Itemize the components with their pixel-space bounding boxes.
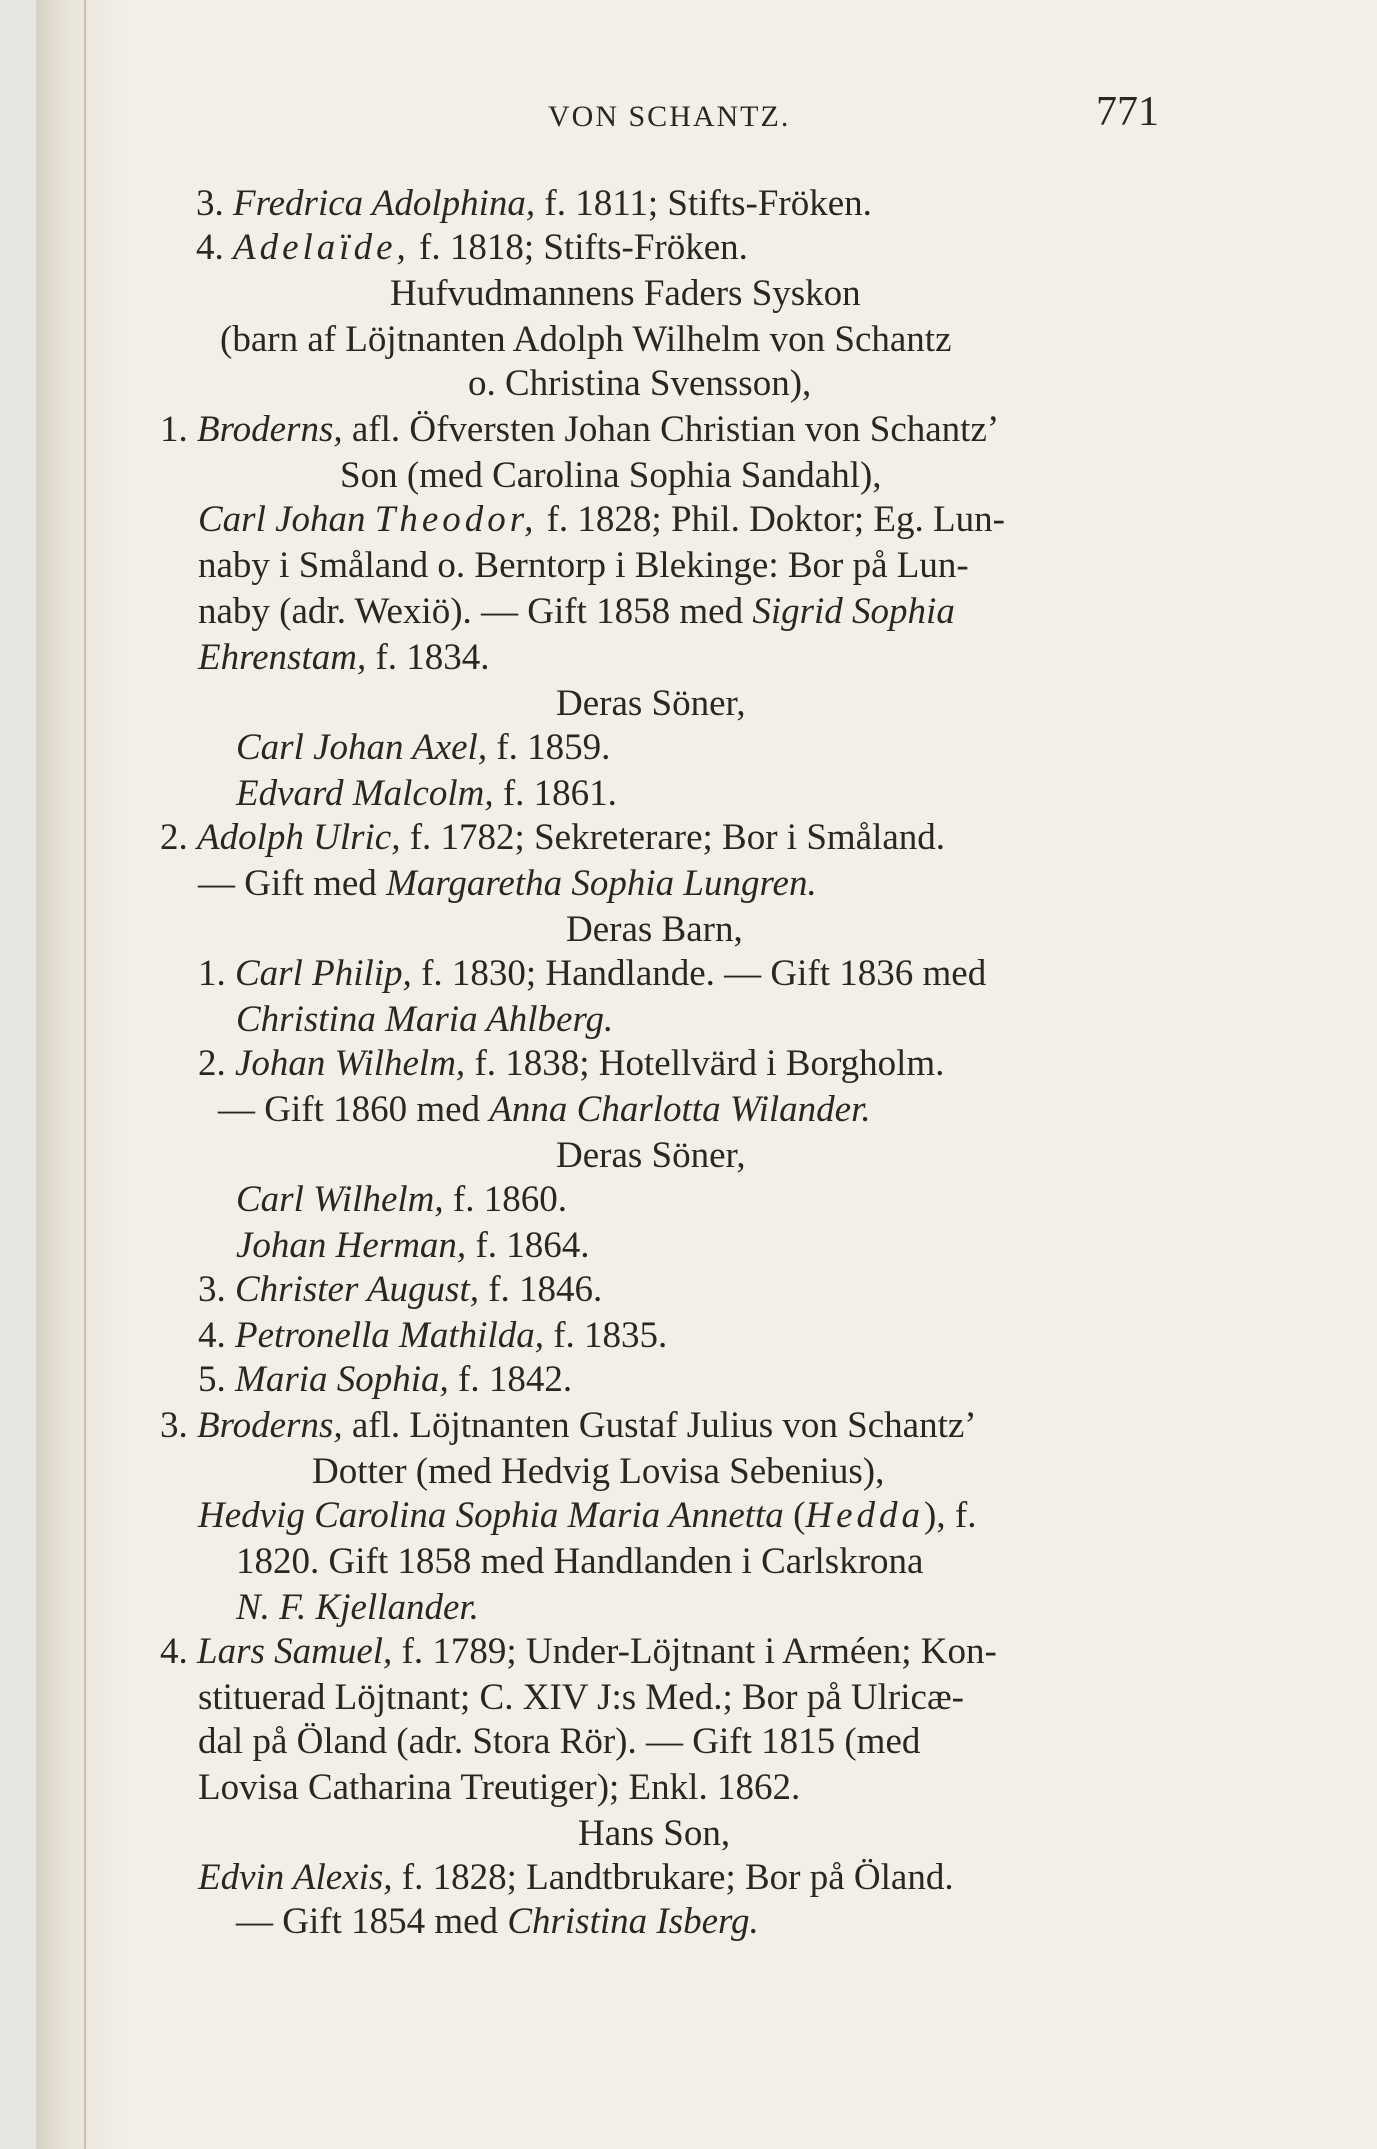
spouse-name: Sigrid Sophia (752, 591, 955, 632)
entry-name: Adelaïde, (233, 227, 410, 268)
entry-name: Edvard Malcolm, (236, 773, 494, 814)
line-34: stituerad Löjtnant; C. XIV J:s Med.; Bor på Ulricæ- (198, 1677, 964, 1718)
line-08 (198, 498, 1005, 542)
entry-number: 2. (198, 1043, 235, 1084)
entry-name: Carl Philip, (235, 953, 412, 994)
line-07: Son (med Carolina Sophia Sandahl), (340, 455, 882, 496)
entry-name: Christer August, (235, 1269, 479, 1310)
entry-name: Johan Wilhelm, (235, 1043, 466, 1084)
entry-details: f. 1828; Landtbrukare; Bor på Öland. (392, 1857, 954, 1898)
line-35: dal på Öland (adr. Stora Rör). — Gift 1815 (med (198, 1721, 921, 1762)
line-32 (236, 1586, 479, 1630)
entry-number: 3. (160, 1405, 197, 1446)
entry-number: 3. (198, 1269, 235, 1310)
entry-details: f. 1842. (448, 1359, 573, 1400)
line-30 (198, 1494, 976, 1538)
line-11 (198, 636, 490, 680)
line-37: Hans Son, (578, 1813, 731, 1854)
entry-details: f. 1811; Stifts-Fröken. (535, 183, 872, 224)
line-04: (barn af Löjtnanten Adolph Wilhelm von Schantz (220, 319, 952, 360)
line-14 (236, 772, 617, 816)
entry-name: Maria Sophia, (235, 1359, 449, 1400)
line-20 (198, 1042, 944, 1086)
line-18 (198, 952, 986, 996)
line-19 (236, 998, 613, 1042)
entry-name: Carl Johan (198, 499, 375, 540)
entry-details: f. 1830; Handlande. — Gift 1836 med (411, 953, 987, 994)
spouse-name: Christina Isberg. (507, 1901, 759, 1942)
entry-name: Hedvig Carolina Sophia Maria Annetta (198, 1495, 784, 1536)
entry-number: 3. (196, 183, 233, 224)
line-24 (236, 1224, 590, 1268)
line-28 (160, 1404, 977, 1448)
entry-details: f. 1838; Hotellvärd i Borgholm. (465, 1043, 945, 1084)
line-22: Deras Söner, (556, 1135, 746, 1176)
line-10 (198, 590, 955, 634)
running-title: VON SCHANTZ. (548, 100, 791, 133)
entry-number: 2. (160, 817, 197, 858)
line-27 (198, 1358, 572, 1402)
line-02 (196, 226, 748, 270)
line-17: Deras Barn, (566, 909, 743, 950)
line-38 (198, 1856, 954, 1900)
line-26 (198, 1314, 667, 1358)
line-01 (196, 182, 872, 226)
entry-number: 5. (198, 1359, 235, 1400)
entry-name-spaced: Theodor, (374, 499, 538, 540)
line-23 (236, 1178, 567, 1222)
entry-details: afl. Löjtnanten Gustaf Julius von Schantz’ (342, 1405, 977, 1446)
entry-name: Adolph Ulric, (197, 817, 401, 858)
text-run: — Gift med (198, 863, 387, 904)
line-36: Lovisa Catharina Treutiger); Enkl. 1862. (198, 1767, 801, 1808)
line-03: Hufvudmannens Faders Syskon (390, 273, 861, 314)
entry-name: Carl Wilhelm, (236, 1179, 444, 1220)
line-16 (198, 862, 817, 906)
spouse-name: N. F. Kjellander. (236, 1587, 479, 1628)
line-09: naby i Småland o. Berntorp i Blekinge: Bor på Lun- (198, 545, 969, 586)
line-21 (218, 1088, 871, 1132)
spouse-name: Ehrenstam, (198, 637, 367, 678)
entry-number: 1. (160, 409, 197, 450)
page-number: 771 (1096, 89, 1159, 135)
text-run: naby (adr. Wexiö). — Gift 1858 med (198, 591, 753, 632)
line-13 (236, 726, 610, 770)
nickname: Hedda (805, 1495, 925, 1536)
text-run: — Gift 1854 med (236, 1901, 508, 1942)
entry-name: Broderns, (197, 409, 343, 450)
spouse-name: Anna Charlotta Wilander. (489, 1089, 871, 1130)
text-run: — Gift 1860 med (218, 1089, 490, 1130)
page-edge-line (84, 0, 86, 2149)
line-29: Dotter (med Hedvig Lovisa Sebenius), (312, 1451, 885, 1492)
entry-name: Carl Johan Axel, (236, 727, 488, 768)
entry-number: 4. (196, 227, 233, 268)
line-15 (160, 816, 945, 860)
entry-name: Lars Samuel, (197, 1631, 393, 1672)
entry-details: f. 1859. (487, 727, 611, 768)
entry-details: f. 1828; Phil. Doktor; Eg. Lun- (537, 499, 1005, 540)
entry-name: Edvin Alexis, (198, 1857, 393, 1898)
entry-details: f. 1860. (443, 1179, 567, 1220)
line-05: o. Christina Svensson), (468, 363, 812, 404)
spouse-name: Margaretha Sophia Lungren. (386, 863, 817, 904)
entry-name: Petronella Mathilda, (235, 1315, 544, 1356)
scanner-margin (0, 0, 36, 2149)
line-39 (236, 1900, 759, 1944)
entry-name: Johan Herman, (236, 1225, 467, 1266)
line-06 (160, 408, 999, 452)
entry-number: 4. (198, 1315, 235, 1356)
entry-details: f. 1846. (478, 1269, 603, 1310)
line-33 (160, 1630, 997, 1674)
line-25 (198, 1268, 602, 1312)
line-31: 1820. Gift 1858 med Handlanden i Carlskrona (236, 1541, 924, 1582)
entry-details: f. 1864. (466, 1225, 590, 1266)
entry-details: f. 1818; Stifts-Fröken. (409, 227, 748, 268)
entry-name: Fredrica Adolphina, (233, 183, 536, 224)
line-12: Deras Söner, (556, 683, 746, 724)
entry-details: f. 1861. (493, 773, 617, 814)
entry-number: 1. (198, 953, 235, 994)
text-run: ), f. (924, 1495, 977, 1536)
spouse-name: Christina Maria Ahlberg. (236, 999, 614, 1040)
text-run: ( (783, 1495, 806, 1536)
page-gutter-shadow (36, 0, 126, 2149)
entry-details: f. 1782; Sekreterare; Bor i Småland. (400, 817, 946, 858)
entry-details: f. 1834. (366, 637, 490, 678)
entry-details: f. 1789; Under-Löjtnant i Arméen; Kon- (392, 1631, 997, 1672)
entry-name: Broderns, (197, 1405, 343, 1446)
entry-details: afl. Öfversten Johan Christian von Schantz’ (342, 409, 1000, 450)
entry-details: f. 1835. (543, 1315, 668, 1356)
entry-number: 4. (160, 1631, 197, 1672)
